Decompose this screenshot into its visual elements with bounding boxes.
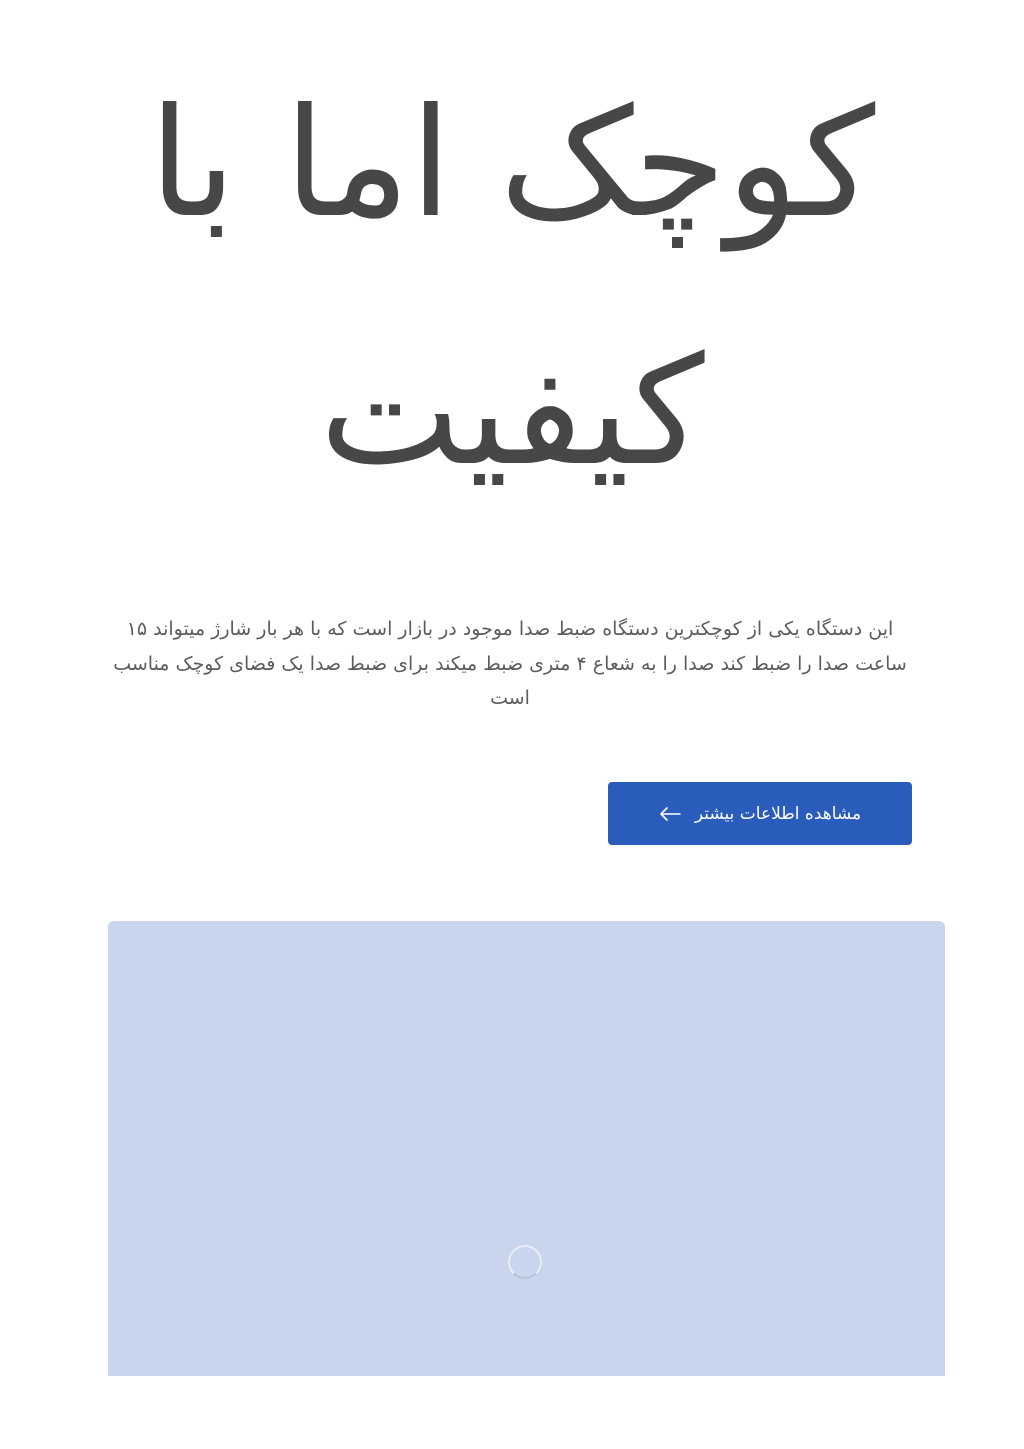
- hero-title: کوچک اما با کیفیت: [148, 77, 876, 499]
- more-info-button-label: مشاهده اطلاعات بیشتر: [694, 803, 862, 824]
- more-info-button[interactable]: [608, 782, 912, 845]
- hero-description: این دستگاه یکی از کوچکترین دستگاه ضبط صدا موجود در بازار است که با هر بار شارژ میتواند ۱۵ ساعت صدا را ضبط کند صدا را به شعاع ۴ متری ضبط میکند برای ضبط صدا یک فضای کوچک مناسب است: [113, 618, 907, 709]
- arrow-left-icon: [659, 807, 681, 821]
- loading-spinner-icon: [508, 1245, 542, 1279]
- media-placeholder: [108, 921, 945, 1376]
